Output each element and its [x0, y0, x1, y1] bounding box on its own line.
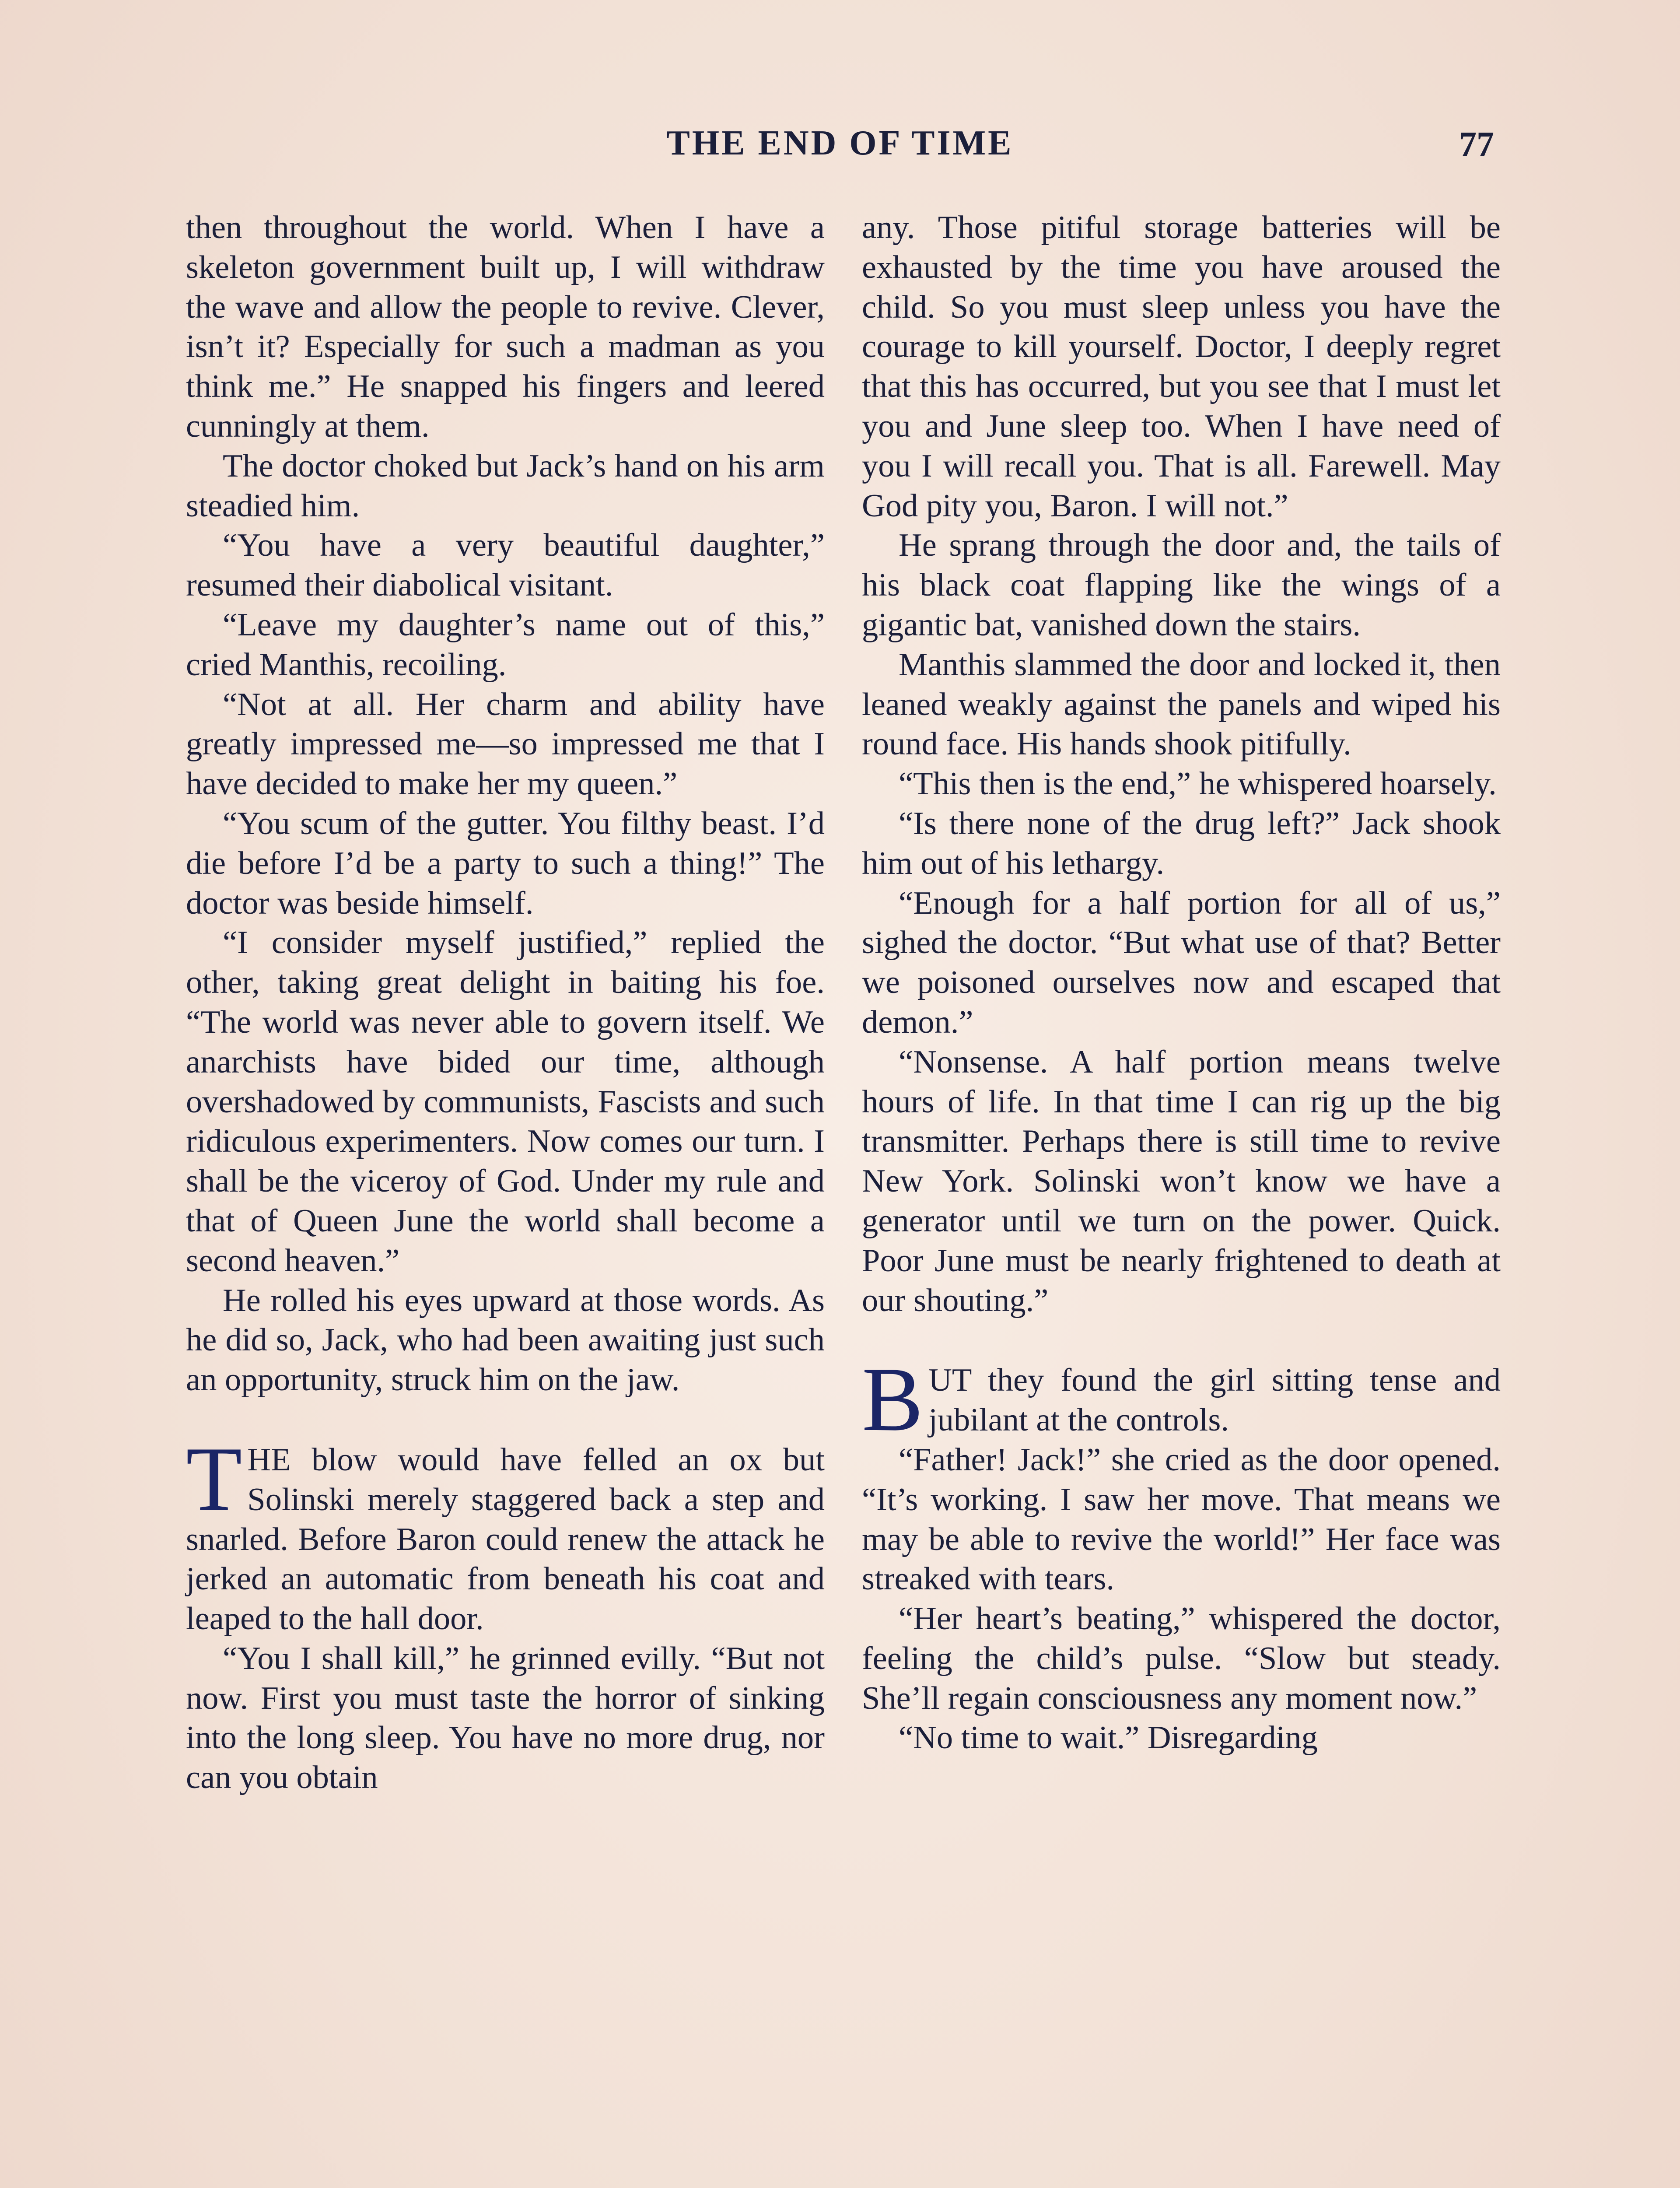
- dropcap-paragraph: [862, 1349, 1501, 1451]
- paragraph: “Father! Jack!” she cried as the door opened. “It’s working. I saw her move. That means we may be able to revive the world!” Her face was streaked with tears.: [862, 1441, 1501, 1597]
- drop-cap-letter: B: [862, 1349, 924, 1451]
- paragraph: “I consider myself justified,” replied the other, taking great delight in baiting his foe. “The world was never able to govern itself. We anarchists have bided our time, although overshadowed by communists, Fascists and such ridiculous experimenters. Now comes our turn. I shall be the viceroy of God. Under my rule and that of Queen June the world shall become a second heaven.”: [186, 925, 825, 1279]
- drop-cap-letter: T: [186, 1428, 242, 1530]
- dropcap-text: HE blow would have felled an ox but Solinski merely staggered back a step and snarled. Before Baron could renew the attack he jerked an automatic from beneath his coat and leaped to the hall door.: [186, 1441, 825, 1637]
- dropcap-paragraph: [186, 1428, 825, 1639]
- paragraph: “Nonsense. A half portion means twelve hours of life. In that time I can rig up the big transmitter. Perhaps there is still time to revive New York. Solinski won’t know we have a generator until we turn on the power. Quick. Poor June must be nearly frightened to death at our shouting.”: [862, 1044, 1501, 1318]
- dropcap-text: UT they found the girl sitting tense and jubilant at the controls.: [928, 1362, 1501, 1438]
- right-column: [862, 208, 1501, 1758]
- page-number: 77: [1459, 125, 1494, 164]
- paragraph: He rolled his eyes upward at those words. As he did so, Jack, who had been awaiting just such an opportunity, struck him on the jaw.: [186, 1282, 825, 1398]
- paragraph: “You have a very beautiful daughter,” resumed their diabolical visitant.: [186, 527, 825, 603]
- paragraph: The doctor choked but Jack’s hand on his arm steadied him.: [186, 448, 825, 524]
- paragraph: “Leave my daughter’s name out of this,” cried Manthis, recoiling.: [186, 607, 825, 683]
- paragraph: “You scum of the gutter. You filthy beast. I’d die before I’d be a party to such a thing!” The doctor was beside himself.: [186, 805, 825, 921]
- paragraph: “No time to wait.” Disregarding: [899, 1720, 1318, 1756]
- paragraph: “Not at all. Her charm and ability have greatly impressed me—so impressed me that I have decided to make her my queen.”: [186, 686, 825, 802]
- paragraph: “You I shall kill,” he grinned evilly. “But not now. First you must taste the horror of sinking into the long sleep. You have no more drug, nor can you obtain: [186, 1640, 825, 1796]
- running-head: THE END OF TIME: [666, 124, 1014, 162]
- paragraph: “Enough for a half portion for all of us,” sighed the doctor. “But what use of that? Better we poisoned ourselves now and escaped that demon.”: [862, 885, 1501, 1040]
- paragraph: then throughout the world. When I have a skeleton government built up, I will withdraw the wave and allow the people to revive. Clever, isn’t it? Especially for such a madman as you think me.” He snapped his fingers and leered cunningly at them.: [186, 210, 825, 444]
- paragraph: Manthis slammed the door and locked it, then leaned weakly against the panels and wiped his round face. His hands shook pitifully.: [862, 646, 1501, 762]
- paragraph: “This then is the end,” he whispered hoarsely.: [899, 766, 1497, 802]
- paragraph: any. Those pitiful storage batteries will be exhausted by the time you have aroused the child. So you must sleep unless you have the courage to kill yourself. Doctor, I deeply regret that this has occurred, but you see that I must let you and June sleep too. When I have need of you I will recall you. That is all. Farewell. May God pity you, Baron. I will not.”: [862, 210, 1501, 524]
- paragraph: He sprang through the door and, the tails of his black coat flapping like the wings of a gigantic bat, vanished down the stairs.: [862, 527, 1501, 643]
- left-column: [186, 208, 825, 1798]
- paragraph: “Her heart’s beating,” whispered the doctor, feeling the child’s pulse. “Slow but steady. She’ll regain consciousness any moment now.”: [862, 1601, 1501, 1716]
- paragraph: “Is there none of the drug left?” Jack shook him out of his lethargy.: [862, 805, 1501, 881]
